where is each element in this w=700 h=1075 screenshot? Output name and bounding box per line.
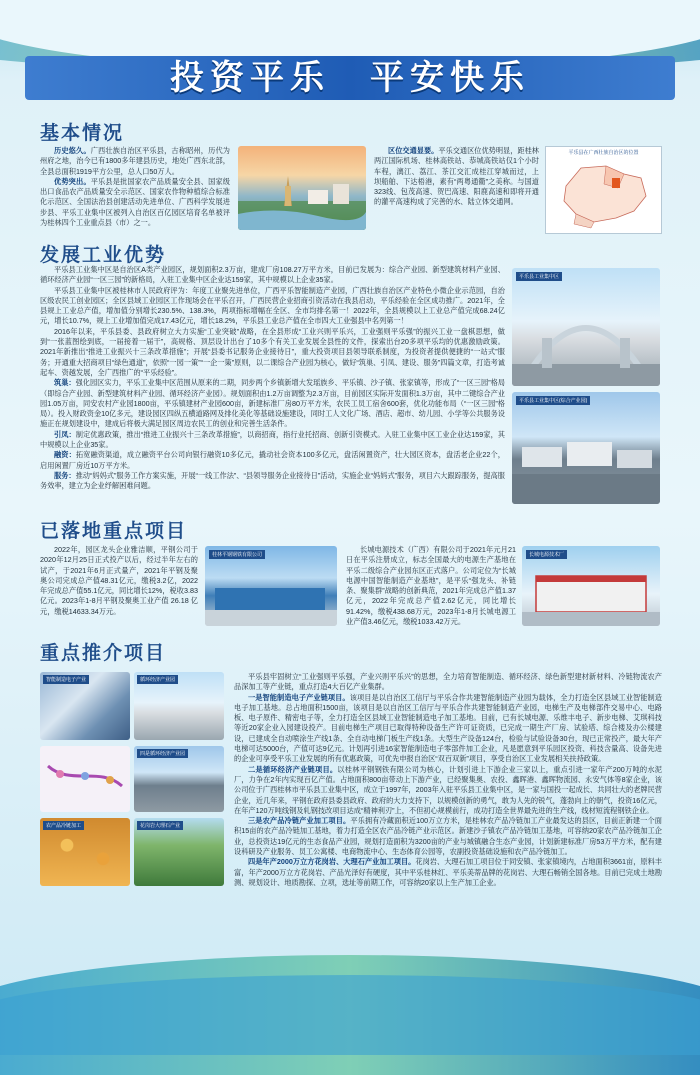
industrial-zone-aerial-photo: [512, 392, 660, 504]
basic-left-text: 历史悠久。广西壮族自治区平乐县，古称昭州，历代为州府之地，治今已有1800多年建县历史，地处广西东北部，全县总面积1919平方公里，总人口50万人。 优势突出。平乐县是批国家农产品质量安全县、国家级出口食品农产品质量安全示范区、国家农作物种植综合标准化示范区、全国法治县创建活动先进单位、广西科学发展进步县、平乐工业集中区被列入自治区百亿园区培育名单被评为桂林四个工业重点县（市）之一。: [40, 146, 230, 228]
landed-right-text: 长城电源技术（广西）有限公司于2021年元月21日在平乐注册成立，标志全国最大的电源生产基地在平乐二级综合产业园东区正式落户。公司定位为“长城电源中国智能制造产业基地”，是平乐“强龙头、补链条、聚集群”战略的创新典范，2021年完成总产值1.37亿元，2022年完成总产值2.62亿元，同比增长91.42%，缴税438.68万元，2023年1-8月长城电源工业产值3.46亿元，缴税1033.42万元。: [346, 545, 516, 627]
photo-caption: 智能制造电子产业: [43, 675, 89, 684]
stone-industry-photo: [134, 818, 224, 886]
section-title-industry: 发展工业优势: [40, 245, 167, 266]
photo-caption: 农产品冷链加工: [43, 821, 84, 830]
basic-right-text: 区位交通显要。平乐交通区位优势明显，距桂林两江国际机场、桂林高铁站、恭城高铁站仅1个小时车程，漓江、荔江、茶江交汇成桂江穿城而过，上坝船舶、下达梧港，素有“两粤通衢”之美称。与国道323线、包茂高速、贺巴高速、阳鹿高速和即将开通的灌平高速构成了完善的水、陆立体交通网。: [374, 146, 539, 207]
industry-chain-diagram: [40, 746, 130, 812]
recycling-aerial-photo: [134, 746, 224, 812]
photo-caption: 平乐县工业集中区(综合产业园): [516, 396, 590, 405]
photo-caption: 四是循环经济产业园: [137, 749, 188, 758]
gate-illustration: [512, 268, 660, 386]
food-processing-photo: [40, 818, 130, 886]
location-map: [545, 146, 662, 234]
steel-plant-photo: [205, 546, 337, 626]
pagoda-illustration: [238, 146, 366, 230]
industry-text: 平乐县工业集中区是自治区A类产业园区，规划面积2.3万亩，建成厂房108.27万平方米，目前已发展为：综合产业园、新型建筑材料产业园、循环经济产业园“一区三园”的新格局，入驻工业集中区企业达159家，其中规模以上企业35家。 平乐县工业集中区被桂林市人民政府评为：年度工业聚先进单位，广西平乐智能制造产业园，广西壮族自治区产业特色小微企业示范园，自治区级农民工创业园区；全区县域工业园区工作现场会在平乐召开，广西民营企业招商引资活动在我县启动，平乐经验在全区成功推广。2021年，全县规上工业总产值，增加值分别增长230.5%、138.3%，两项指标增幅在全区、全市均排名第一！2022年，全县规模以上工业总产值完成68.24亿元，增长10.7%，规上工业增加值完成17.43亿元，增长18.2%，平乐县工业总产值在全市四大工业强县中名列第一！ 2016年以来，平乐县委、县政府树立大力实施“工业突破”战略，在全县形成“工业兴则平乐兴，工业强则平乐强”的振兴工业一盘棋思想，做到“一张蓝图绘到底，一届接着一届干”，高规格、顶层设计出台了10多个有关工业发展全县性的文件，探索出台20多项平乐均的优惠激励政策。2021年新推出“推进工业振兴十三条改革措施”；开展“县委书记服务企业接待日”，重大投资项目县领导联系制度，为投资者提供便捷的“一站式”服务；开通重大招商项目“绿色通道”，依照“一园一策”“一企一策”原则，以二课综合产业园为核心，做好“筑巢、引凤、建设、服务”四篇文章，打造考诚起车、资越发展，全广西推广的“平乐经验”。 筑巢：强化园区实力，平乐工业集中区范围从原来的二期，同步两个乡镇新增大发瑶族乡、平乐镇、沙子镇、张家镇等，形成了“一区三园”格局（即综合产业园、新型建筑材料产业园、循环经济产业园）。规划面积由1.2万亩调整为2.3万亩，目前园区实际开发面积1.3万亩，其中二键综合产业园1.05万亩，同安农村产业园1800亩，平乐镇建材产业园600亩，新建标准厂房80万平方米，农民工员工宿舍600套，优化功能布局（“一区三园”格局）。投入财政资金10亿多元，建设园区四纵五横道路网及排化美化等基础设施建设，同时工人文化广场、酒店、超市、幼儿园、小学等公共服务设施正在规划建设中，建成后将极大满足园区周边农民工的创业和完善生活条件。 引凤：制定优惠政策，推出“推进工业振兴十三条改革措施”，以商招商，指行业托招商、创新引资模式。入驻工业集中区工业企业达159家，其中规模以上企业35家。 融资：拓宽融资渠道，成立融资平台公司向银行融资10多亿元，撬动社会资本100多亿元，盘活闲置资产，壮大园区资本，盘活老企业22个，启用闲置厂房近10万平方米。 服务：推动“妈妈式”服务工作方案实施，开展“一线工作法”、“县领导服务企业接待日”活动，实施企业“妈妈式”服务，项目六大跟踪服务，提高服务效率，建立为企业纾解困难问题。: [40, 265, 505, 491]
photo-caption: 循环经济产业园: [137, 675, 178, 684]
photo-caption: 长城电源技术厂: [526, 550, 567, 559]
footer-wave-overlay: [0, 975, 700, 1055]
photo-caption: 平乐县工业集中区: [516, 272, 562, 281]
section-title-recommended: 重点推介项目: [40, 643, 167, 664]
photo-caption: 花岗岩大理石产业: [137, 821, 183, 830]
chain-diagram-photo: [40, 746, 130, 812]
recycling-park-photo: [134, 672, 224, 740]
landed-left-text: 2022年，园区龙头企业雅洁顺，平钢公司于2020年12月25日正式投产以后，经过半年左右的试产，于2021年6月正式量产，2021年平钢及聚奥公司完成总产值48.31亿元，缴税3.2亿，2022年完成总产值55.1亿元，同比增长12%，税收3.83亿元。2023年1-8月平钢及聚奥工业产值 26.18 亿元，缴税14633.34万元。: [40, 545, 198, 616]
guangxi-map-icon: [546, 156, 661, 232]
great-wall-power-photo: [522, 546, 660, 626]
electronics-photo: [40, 672, 130, 740]
city-photo: [238, 146, 366, 230]
recommended-projects-text: 平乐县牢固树立“工业强则平乐强，产业兴则平乐兴”的思想，全力培育智能制造、循环经济、绿色新型建材新材料、冷链物流农产品深加工等产业链，重点打造4大百亿产业集群。 一是智能制造电子产业链项目。该项目是以自治区工信厅与平乐合作共建智能制造产业园为载体，全力打造全区县域工业智能制造电子加工基地。总占地面积1500亩，该项目是以自治区工信厅与平乐合作共建智能制造产业园，电梯生产及电梯部件交易中心、电路板、电子原件、精密电子等，全力打造全区县域工业智能制造电子加工基地。目前，已有长城电源、乐维丰电子、新步电梯、艾琪科技等近20家企业入园建设投产。目前电梯生产项目已取得特种设备生产许可证资质，已完成一期生产厂房、试验塔、综合楼及办公楼建设，已建成全自动喷涂生产线1条、全自动电梯门板生产线1条。大型生产设备124台，检验与试验设备30台，现已正常投产，最大年产电梯可达5000台，产值可达9亿元。计划再引进16家智能制造电子零部件加工企业，凡是愿意到平乐园区投资、科技含量高、设备先进的企业可享受平乐工业发展的所有优惠政策，可优先申报自治区“双百双新”项目，享受自治区工业发展相关扶持政策。 二是循环经济产业链项目。以桂林平钢钢铁有限公司为核心，计划引进上下游企业三家以上，重点引进一家年产200万吨的水泥厂，力争在2年内实现百亿产值。占地面积800亩带动上下游产业，已经聚集奥、农投、鑫晖港、鑫晖物流园、永安气体等8家企业，该公司位于广西桂林市平乐县工业集中区，成立于1997年，2003年入驻平乐县工业集中区，是一家与国投一起成长、共同壮大的老牌民营企业，近几年来，平钢在政府县委县政府、政府的大力支持下，以规模创新的勇气，敢为人先的锐气，蓬勃向上的朝气，投资16亿元，在年产120万吨线钢及轧钢技改项目达成“精神利刃”上，不但初心规模前行，成功打造全世界最先进的生产线，线材短流程钢铁企业。 三是农产品冷链产业加工项目。平乐拥有冷藏面积近100万立方米，是桂林农产品冷链加工产业最发达的县区，目前正新建一个面积15亩的农产品冷链加工基地，着力打造全区农产品冷链产业示范区。新建沙子镇农产品冷链加工基地，可容纳20家农产品冷链加工企业，总投资达19亿元的生态食品产业园，规划打造面积为3200亩的产业与城镇融合生态产业园，计划新建标准厂房53万平方米，配有建设科研及产业服务、员工公寓楼、电商物流中心、生态体育公园等，农副投资基础设施和农产品冷链加工。 四是年产2000万立方花岗岩、大理石产业加工项目。花岗岩、大理石加工项目位于同安镇、张家镇境内，占地面积3661亩，原料丰富，年产2000万立方花岗岩、产品光泽好有硬度，其中平乐桂林红、平乐美蒂品牌的花岗岩、大理石畅销全国各地。目前已完成土地勘测、规划设计、地质勘探、立项，选址等前期工作，可容纳20家以上生产加工企业。: [234, 672, 662, 887]
section-title-basic: 基本情况: [40, 123, 125, 144]
page-title: 投资平乐 平安快乐: [170, 59, 530, 97]
industrial-zone-gate-photo: [512, 268, 660, 386]
section-title-landed: 已落地重点项目: [40, 521, 188, 542]
factory-blocks-illustration: [512, 392, 660, 504]
photo-caption: 桂林平钢钢铁有限公司: [209, 550, 265, 559]
map-title: 平乐县在广西壮族自治区的位置: [568, 150, 639, 156]
